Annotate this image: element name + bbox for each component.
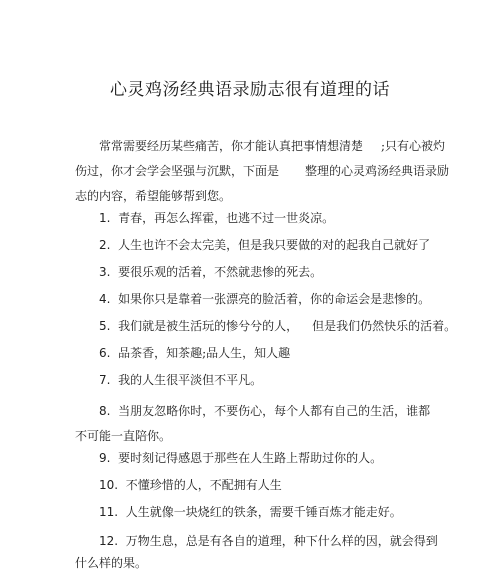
list-item	[99, 318, 456, 334]
list-item-number: 2.	[99, 238, 111, 252]
intro-line-3: 志的内容，希望能够帮到您。	[75, 189, 232, 203]
list-item-number: 10.	[99, 478, 119, 492]
list-item-text: 人生也许不会太完美，但是我只要做的对的起我自己就好了	[118, 238, 431, 252]
list-item	[75, 533, 438, 571]
intro-line-1	[75, 134, 446, 159]
list-item-number: 6.	[99, 346, 111, 360]
list-item-text: 要很乐观的活着，不然就悲惨的死去。	[118, 265, 323, 279]
intro-line-2	[75, 159, 450, 184]
list-item-text: 当朋友忽略你时，不要伤心，每个人都有自己的生活，谁都	[118, 404, 431, 418]
list-item-text-a: 我们就是被生活玩的惨兮兮的人，	[118, 319, 299, 333]
list-item	[99, 264, 322, 280]
list-item-text: 不懂珍惜的人，不配拥有人生	[125, 478, 282, 492]
list-item-text: 如果你只是靠着一张漂亮的脸活着，你的命运会是悲惨的。	[118, 292, 431, 306]
list-item	[99, 450, 382, 466]
intro-line-1-b: ;只有心被灼	[381, 139, 446, 153]
list-item	[99, 291, 430, 307]
list-item	[99, 504, 402, 520]
document-title: 心灵鸡汤经典语录励志很有道理的话	[110, 80, 390, 100]
list-item-text: 万物生息，总是有各自的道理，种下什么样的因，就会得到	[125, 534, 438, 548]
list-item-number: 3.	[99, 265, 111, 279]
list-item	[99, 345, 290, 361]
list-item-number: 8.	[99, 404, 111, 418]
list-item-text: 人生就像一块烧红的铁条，需要千锤百炼才能走好。	[125, 505, 402, 519]
intro-line-1-a: 常常需要经历某些痛苦，你才能认真把事情想清楚	[99, 139, 364, 153]
list-item-text: 要时刻记得感恩于那些在人生路上帮助过你的人。	[118, 451, 383, 465]
list-item-text: 我的人生很平淡但不平凡。	[118, 373, 263, 387]
list-item-number: 11.	[99, 505, 119, 519]
intro-line-2-a: 伤过，你才会学会坚强与沉默，下面是	[75, 164, 280, 178]
list-item-number: 5.	[99, 319, 111, 333]
list-item	[99, 237, 430, 253]
list-item	[75, 403, 431, 444]
list-item-number: 1.	[99, 211, 111, 225]
list-item-continuation: 什么样的果。	[75, 556, 148, 570]
list-item-number: 12.	[99, 534, 119, 548]
list-item-continuation: 不可能一直陪你。	[75, 429, 172, 443]
intro-paragraph	[75, 134, 450, 209]
list-item	[99, 210, 334, 226]
list-item-text-b: 但是我们仍然快乐的活着。	[312, 319, 457, 333]
intro-line-2-b: 整理的心灵鸡汤经典语录励	[305, 164, 450, 178]
list-item	[99, 372, 262, 388]
list-item	[99, 477, 282, 493]
list-item-text: 青春，再怎么挥霍，也逃不过一世炎凉。	[118, 211, 335, 225]
list-item-number: 9.	[99, 451, 111, 465]
list-item-number: 4.	[99, 292, 111, 306]
list-item-number: 7.	[99, 373, 111, 387]
list-item-text: 品茶香，知茶趣;品人生，知人趣	[118, 346, 291, 360]
